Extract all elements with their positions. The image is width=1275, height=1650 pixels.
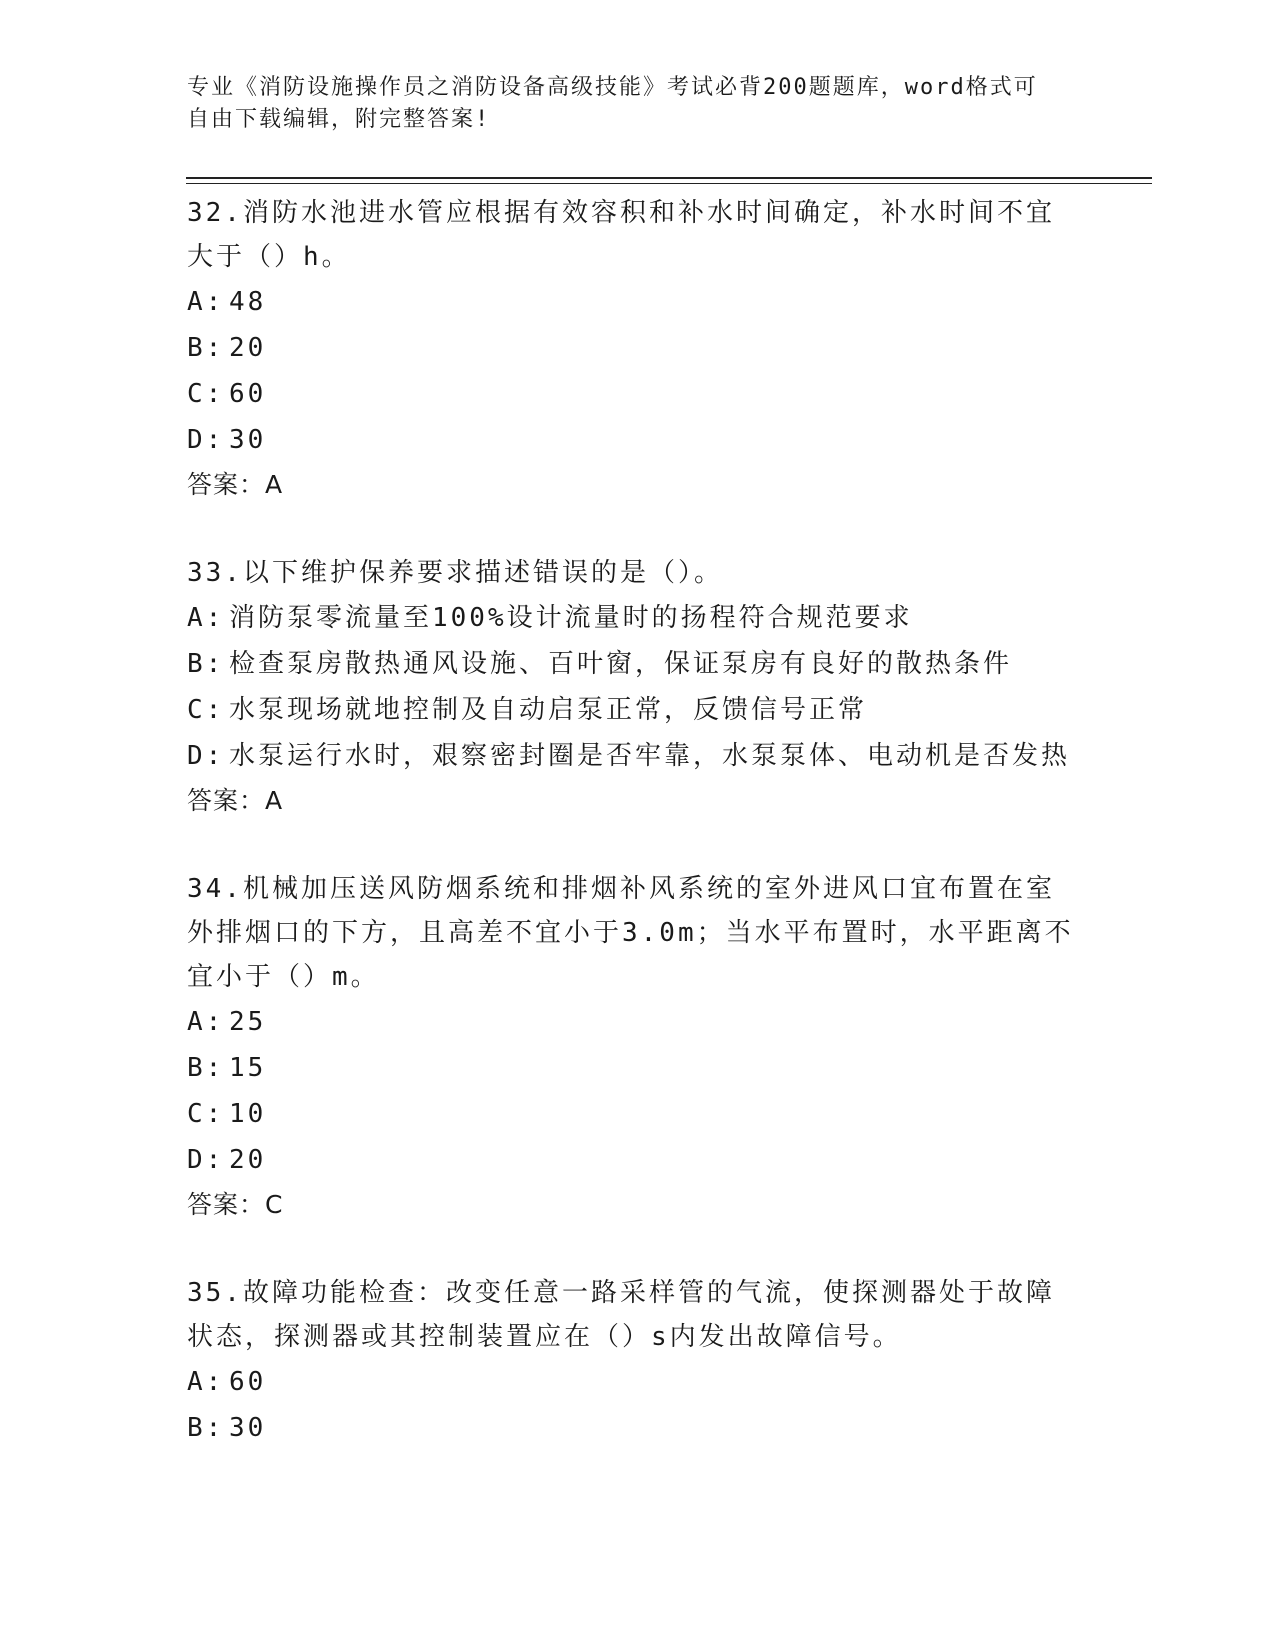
option-a (187, 1359, 1077, 1405)
answer-line: 答案：A (187, 786, 284, 815)
option-key: D: (187, 425, 225, 455)
option-key: A: (187, 287, 225, 317)
option-text: 检查泵房散热通风设施、百叶窗，保证泵房有良好的散热条件 (229, 649, 1013, 679)
option-text: 15 (229, 1053, 267, 1083)
question-text: 34.机械加压送风防烟系统和排烟补风系统的室外进风口宜布置在室外排烟口的下方，且高差不宜小于3.0m；当水平布置时，水平距离不宜小于（）m。 (187, 874, 1074, 992)
option-key: A: (187, 1367, 225, 1397)
option-key: D: (187, 1145, 225, 1175)
option-c (187, 371, 1077, 417)
option-a (187, 595, 1077, 641)
question-text: 33.以下维护保养要求描述错误的是（）。 (187, 558, 723, 588)
question-text: 35.故障功能检查：改变任意一路采样管的气流，使探测器处于故障状态，探测器或其控制装置应在（）s内发出故障信号。 (187, 1278, 1055, 1352)
header-rule-thick (186, 177, 1152, 179)
option-key: A: (187, 603, 225, 633)
question-35 (187, 1271, 1077, 1451)
option-key: B: (187, 1413, 225, 1443)
header-line-2: 自由下载编辑，附完整答案! (187, 107, 491, 132)
option-key: C: (187, 379, 225, 409)
option-key: B: (187, 333, 225, 363)
option-b (187, 1045, 1077, 1091)
option-b (187, 325, 1077, 371)
option-text: 水泵运行水时，艰察密封圈是否牢靠，水泵泵体、电动机是否发热 (229, 741, 1071, 771)
option-key: B: (187, 649, 225, 679)
option-key: C: (187, 695, 225, 725)
option-text: 48 (229, 287, 267, 317)
option-text: 25 (229, 1007, 267, 1037)
answer-line: 答案：C (187, 1190, 284, 1219)
option-text: 20 (229, 333, 267, 363)
option-text: 60 (229, 1367, 267, 1397)
option-d (187, 733, 1077, 779)
header-rule-thin (186, 183, 1152, 184)
option-a (187, 999, 1077, 1045)
question-33 (187, 551, 1077, 823)
option-text: 水泵现场就地控制及自动启泵正常，反馈信号正常 (229, 695, 868, 725)
question-text: 32.消防水池进水管应根据有效容积和补水时间确定，补水时间不宜大于（）h。 (187, 198, 1055, 272)
option-key: D: (187, 741, 225, 771)
question-34 (187, 867, 1077, 1227)
option-text: 消防泵零流量至100%设计流量时的扬程符合规范要求 (229, 603, 913, 633)
option-text: 30 (229, 1413, 267, 1443)
option-a (187, 279, 1077, 325)
option-text: 30 (229, 425, 267, 455)
header-line-1: 专业《消防设施操作员之消防设备高级技能》考试必背200题题库，word格式可 (187, 75, 1038, 100)
option-c (187, 687, 1077, 733)
option-d (187, 1137, 1077, 1183)
option-key: C: (187, 1099, 225, 1129)
option-text: 20 (229, 1145, 267, 1175)
option-d (187, 417, 1077, 463)
option-b (187, 1405, 1077, 1451)
option-text: 60 (229, 379, 267, 409)
question-32 (187, 191, 1077, 507)
option-c (187, 1091, 1077, 1137)
question-list (187, 191, 1077, 1495)
option-key: A: (187, 1007, 225, 1037)
option-key: B: (187, 1053, 225, 1083)
option-text: 10 (229, 1099, 267, 1129)
option-b (187, 641, 1077, 687)
document-header (187, 72, 1067, 136)
answer-line: 答案：A (187, 470, 284, 499)
